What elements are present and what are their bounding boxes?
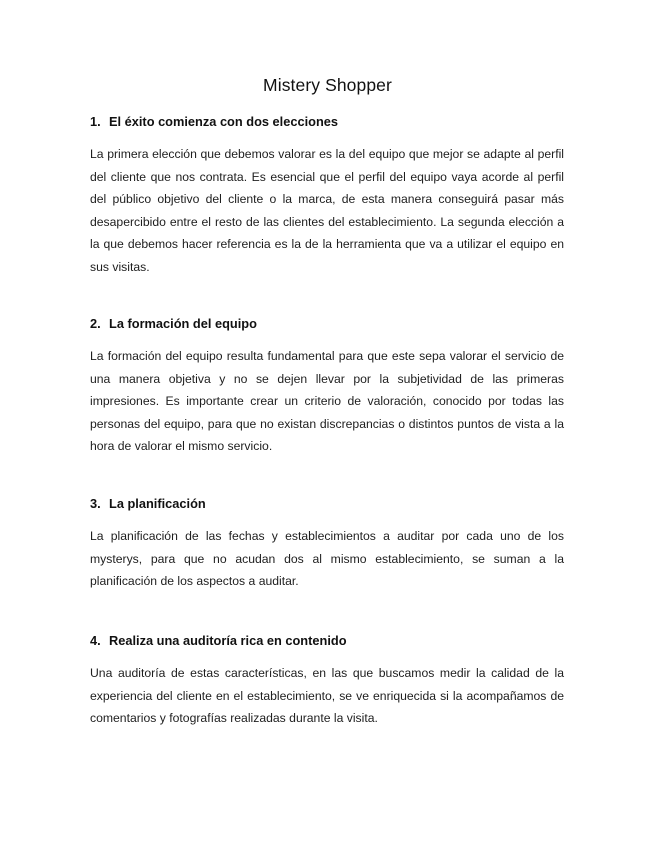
section-heading-text: Realiza una auditoría rica en contenido (109, 633, 347, 648)
section-paragraph: La primera elección que debemos valorar es la del equipo que mejor se adapte al perfil del cliente que nos contrata. Es esencial que el perfil del equipo vaya acorde al perfil del público objetivo del cliente o la marca, de esta manera conseguirá pasar más desapercibido entre el resto de las clientes del establecimiento. La segunda elección a la que debemos hacer referencia es la de la herramienta que va a utilizar el equipo en sus visitas. (90, 147, 564, 274)
section-heading (90, 633, 564, 649)
section-4 (90, 633, 564, 730)
section-heading (90, 114, 564, 130)
section-heading-text: La planificación (109, 496, 206, 511)
section-number: 3. (90, 496, 101, 511)
section-1 (90, 114, 564, 279)
section-heading-text: El éxito comienza con dos elecciones (109, 114, 339, 129)
section-3 (90, 496, 564, 593)
section-number: 1. (90, 114, 101, 129)
section-heading (90, 496, 564, 512)
section-2 (90, 316, 564, 458)
page-title: Mistery Shopper (263, 75, 392, 95)
section-number: 2. (90, 316, 101, 331)
section-heading-text: La formación del equipo (109, 316, 257, 331)
section-paragraph: La formación del equipo resulta fundamental para que este sepa valorar el servicio de una manera objetiva y no se dejen llevar por la subjetividad de las primeras impresiones. Es importante crear un criterio de valoración, conocido por todas las personas del equipo, para que no existan discrepancias o distintos puntos de vista a la hora de valorar el mismo servicio. (90, 349, 564, 454)
section-heading (90, 316, 564, 332)
section-paragraph: Una auditoría de estas características, en las que buscamos medir la calidad de la experiencia del cliente en el establecimiento, se ve enriquecida si la acompañamos de comentarios y fotografías realizadas durante la visita. (90, 666, 564, 726)
section-number: 4. (90, 633, 101, 648)
section-paragraph: La planificación de las fechas y establecimientos a auditar por cada uno de los mysterys, para que no acudan dos al mismo establecimiento, se suman a la planificación de los aspectos a auditar. (90, 529, 564, 589)
